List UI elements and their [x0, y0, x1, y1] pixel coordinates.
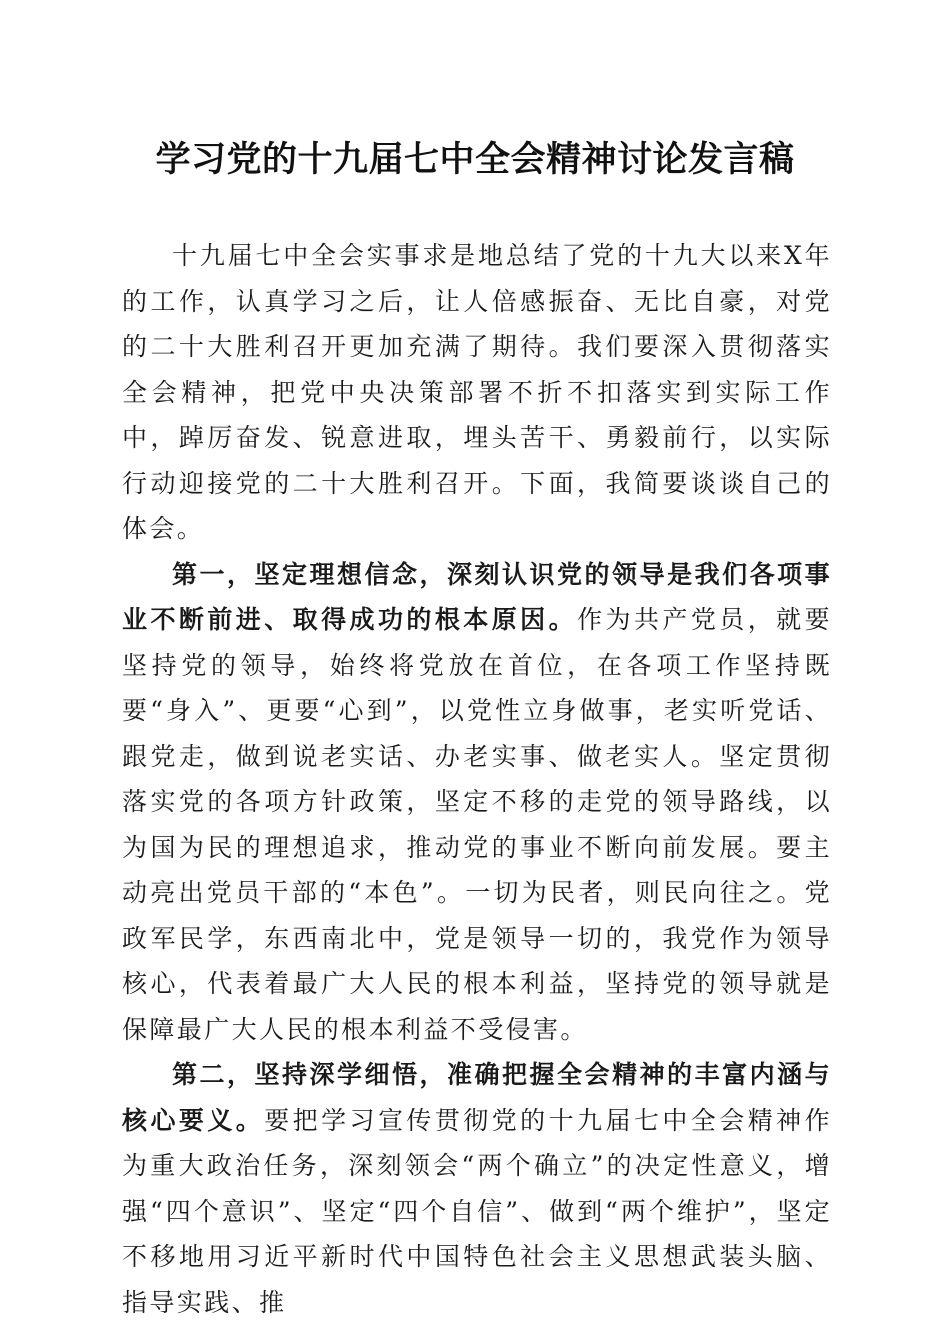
paragraph-second-point-heading: 第二，坚持深学细悟，准确把握全会精神的丰富内涵与核心要义。 — [122, 1060, 832, 1135]
paragraph-first-point — [122, 552, 832, 1053]
paragraph-first-point-text: 作为共产党员，就要坚持党的领导，始终将党放在首位，在各项工作坚持既要“身入”、更要“心到”，以党性立身做事，老实听党话、跟党走，做到说老实话、办老实事、做老实人。坚定贯彻落实党的各项方针政策，坚定不移的走党的领导路线，以为国为民的理想追求，推动党的事业不断向前发展。要主动亮出党员干部的“本色”。一切为民者，则民向往之。党政军民学，东西南北中，党是领导一切的，我党作为领导核心，代表着最广大人民的根本利益，坚持党的领导就是保障最广大人民的根本利益不受侵害。 — [122, 605, 832, 1044]
document-body — [122, 233, 832, 1325]
paragraph-second-point — [122, 1052, 832, 1325]
paragraph-intro — [122, 233, 832, 552]
paragraph-first-point-heading: 第一，坚定理想信念，深刻认识党的领导是我们各项事业不断前进、取得成功的根本原因。 — [122, 559, 832, 634]
paragraph-second-point-text: 要把学习宣传贯彻党的十九届七中全会精神作为重大政治任务，深刻领会“两个确立”的决定性意义，增强“四个意识”、坚定“四个自信”、做到“两个维护”，坚定不移地用习近平新时代中国特色社会主义思想武装头脑、指导实践、推 — [122, 1105, 832, 1317]
document-title: 学习党的十九届七中全会精神讨论发言稿 — [155, 139, 795, 180]
paragraph-intro-text: 十九届七中全会实事求是地总结了党的十九大以来X年的工作，认真学习之后，让人倍感振奋、无比自豪，对党的二十大胜利召开更加充满了期待。我们要深入贯彻落实全会精神，把党中央决策部署不折不扣落实到实际工作中，踔厉奋发、锐意进取，埋头苦干、勇毅前行，以实际行动迎接党的二十大胜利召开。下面，我简要谈谈自己的体会。 — [122, 241, 832, 543]
